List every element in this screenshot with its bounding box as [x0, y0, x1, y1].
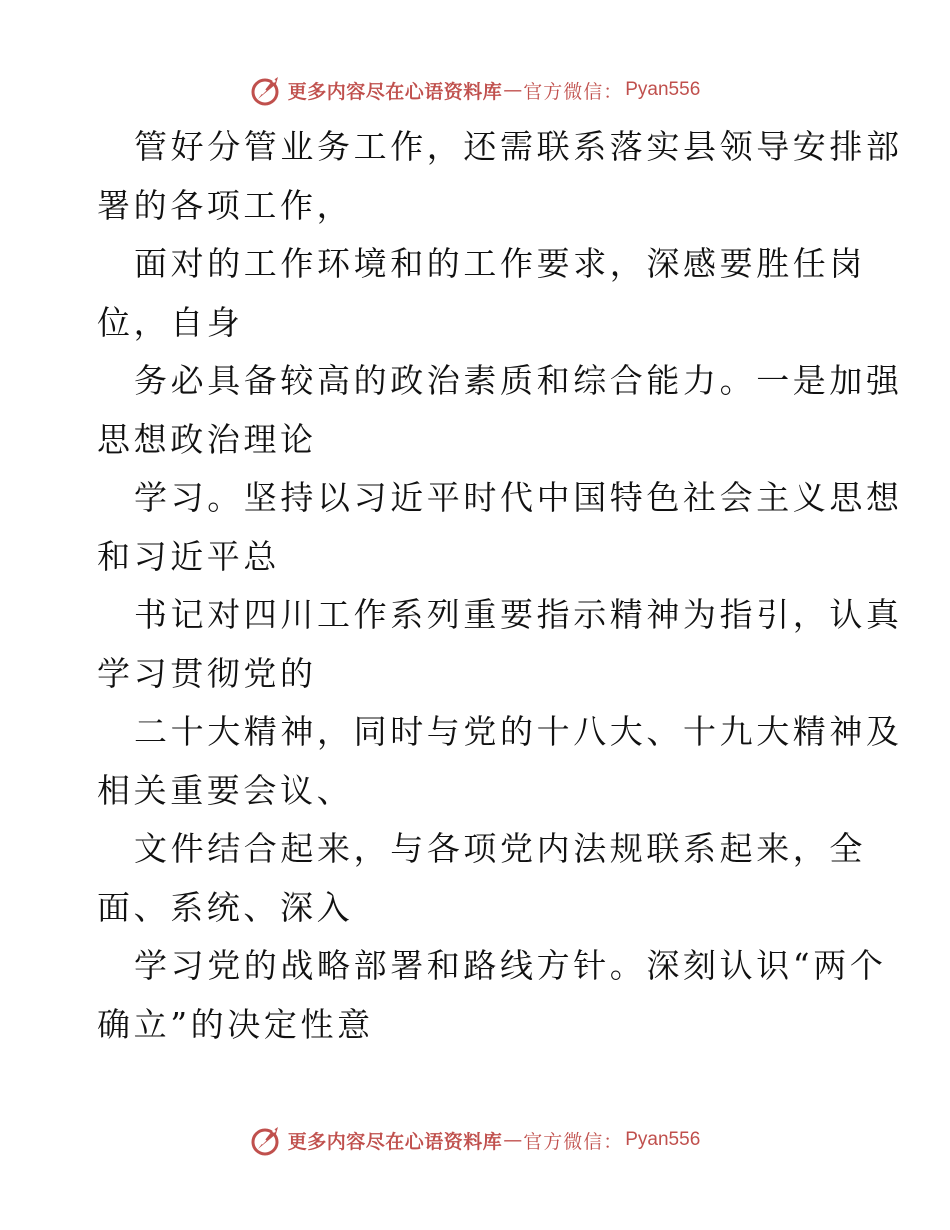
watermark-wechat-label: 官方微信：: [523, 1130, 624, 1153]
paragraph: [97, 937, 887, 1054]
watermark-wechat-id: Pyan556: [625, 79, 701, 100]
paragraph-line: 学习贯彻党的: [97, 653, 317, 693]
paragraph-line: 文件结合起来，与各项党内法规联系起来，全: [134, 829, 866, 868]
paragraph-line: 书记对四川工作系列重要指示精神为指引，认真: [134, 595, 903, 634]
paragraph: [97, 235, 866, 352]
watermark-footer: [0, 1120, 950, 1160]
watermark-wechat-id: Pyan556: [625, 1129, 701, 1150]
watermark-header: [0, 70, 950, 110]
paragraph-line: 务必具备较高的政治素质和综合能力。一是加强: [134, 361, 903, 400]
paragraph: [97, 352, 903, 469]
paragraph: [97, 118, 903, 235]
paragraph-line: 二十大精神，同时与党的十八大、十九大精神及: [134, 712, 903, 751]
paragraph-line: 署的各项工作，: [97, 185, 354, 225]
watermark-dash: —: [503, 1129, 523, 1151]
paragraph-line: 管好分管业务工作，还需联系落实县领导安排部: [134, 127, 903, 166]
watermark-dash: —: [503, 79, 523, 101]
paragraph-line: 位，自身: [97, 302, 244, 342]
pen-nib-logo-icon: [250, 73, 284, 107]
document-body: [97, 118, 903, 1054]
paragraph: [97, 820, 866, 937]
paragraph-line: 相关重要会议、: [97, 770, 354, 810]
paragraph-line: 面对的工作环境和的工作要求，深感要胜任岗: [134, 244, 866, 283]
paragraph-line: 确立”的决定性意: [97, 1004, 374, 1044]
paragraph-line: 学习党的战略部署和路线方针。深刻认识“两个: [134, 946, 887, 985]
paragraph-line: 学习。坚持以习近平时代中国特色社会主义思想: [134, 478, 903, 517]
paragraph: [97, 586, 903, 703]
watermark-site-name: 更多内容尽在心语资料库: [287, 80, 503, 103]
paragraph-line: 和习近平总: [97, 536, 280, 576]
paragraph-line: 面、系统、深入: [97, 887, 354, 927]
paragraph-line: 思想政治理论: [97, 419, 317, 459]
paragraph: [97, 703, 903, 820]
pen-nib-logo-icon: [250, 1123, 284, 1157]
watermark-site-name: 更多内容尽在心语资料库: [287, 1130, 503, 1153]
watermark-wechat-label: 官方微信：: [523, 80, 624, 103]
paragraph: [97, 469, 903, 586]
